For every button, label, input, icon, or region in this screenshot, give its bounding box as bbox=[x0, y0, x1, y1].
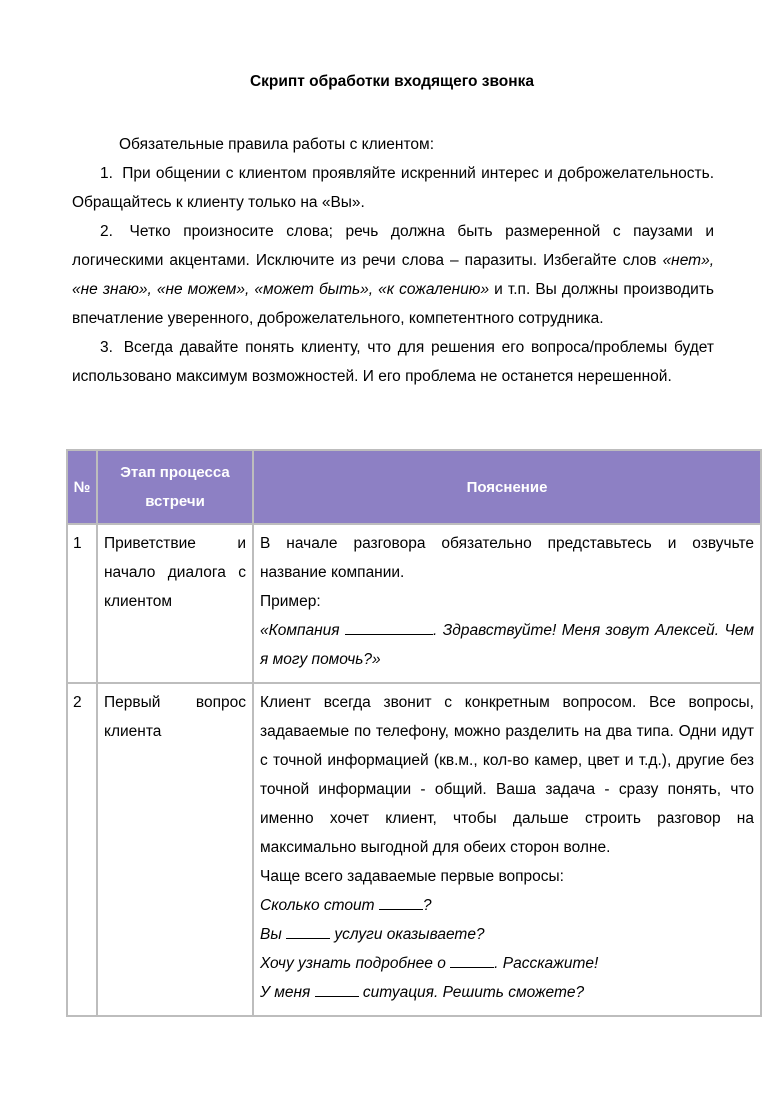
table-header-row bbox=[67, 450, 761, 524]
example-label: Пример: bbox=[260, 593, 321, 610]
question-part: Сколько стоит bbox=[260, 897, 379, 914]
document-title: Скрипт обработки входящего звонка bbox=[249, 73, 535, 90]
question-part: Вы bbox=[260, 926, 287, 943]
question-part: У меня bbox=[260, 984, 315, 1001]
header-explanation: Пояснение bbox=[253, 450, 761, 524]
explanation-text: Клиент всегда звонит с конкретным вопросом. Все вопросы, задаваемые по телефону, можно разделить на два типа. Одни идут с точной информацией (кв.м., кол-во камер, цвет и т.д.), другие без точной информации - общий. Ваша задача - сразу понять, что именно хочет клиент, чтобы дальше строить разговор на максимально выгодной для обеих сторон волне. bbox=[260, 694, 754, 856]
question-item bbox=[260, 891, 754, 920]
row-stage: Приветствие и начало диалога с клиентом bbox=[97, 524, 253, 683]
example-part: «Компания bbox=[260, 622, 346, 639]
header-number: № bbox=[67, 450, 97, 524]
rule-item bbox=[72, 333, 714, 391]
blank-line bbox=[345, 618, 433, 635]
example-part: . Здравствуйте! Меня зовут Алексей. Чем я могу помочь?» bbox=[260, 622, 754, 668]
blank-line bbox=[379, 893, 423, 910]
question-part: ситуация. Решить сможете? bbox=[358, 984, 585, 1001]
row-explanation bbox=[253, 683, 761, 1016]
question-part: ? bbox=[422, 897, 432, 914]
question-item bbox=[260, 949, 754, 978]
question-part: . Расскажите! bbox=[494, 955, 599, 972]
blank-line bbox=[450, 951, 494, 968]
script-table bbox=[66, 449, 762, 1017]
row-explanation bbox=[253, 524, 761, 683]
rule-text: Четко произносите слова; речь должна быть размеренной с паузами и логическими акцентами. Исключите из речи слова – паразиты. Избегайте слов bbox=[72, 223, 714, 269]
rule-item bbox=[72, 159, 714, 217]
question-item bbox=[260, 978, 754, 1007]
rule-text: и т.п. Вы должны производить впечатление уверенного, доброжелательного, компетентного сотрудника. bbox=[72, 281, 714, 327]
rule-text: При общении с клиентом проявляйте искренний интерес и доброжелательность. Обращайтесь к клиенту только на «Вы». bbox=[72, 165, 714, 211]
questions-label: Чаще всего задаваемые первые вопросы: bbox=[260, 868, 564, 885]
rule-number: 2. bbox=[100, 223, 113, 240]
rule-text-italic: «нет», «не знаю», «не можем», «может быть», «к сожалению» bbox=[72, 252, 714, 298]
question-part: Хочу узнать подробнее о bbox=[260, 955, 451, 972]
blank-line bbox=[286, 922, 330, 939]
blank-line bbox=[315, 980, 359, 997]
table-row bbox=[67, 524, 761, 683]
explanation-text: В начале разговора обязательно представьтесь и озвучьте название компании. bbox=[260, 535, 754, 581]
row-number: 2 bbox=[67, 683, 97, 1016]
row-number: 1 bbox=[67, 524, 97, 683]
header-stage: Этап процесса встречи bbox=[97, 450, 253, 524]
rule-number: 3. bbox=[100, 339, 113, 356]
table-row bbox=[67, 683, 761, 1016]
rule-item bbox=[72, 217, 714, 333]
row-stage: Первый вопрос клиента bbox=[97, 683, 253, 1016]
question-part: услуги оказываете? bbox=[330, 926, 485, 943]
rule-text: Всегда давайте понять клиенту, что для решения его вопроса/проблемы будет использовано максимум возможностей. И его проблема не останется нерешенной. bbox=[72, 339, 715, 385]
rules-intro: Обязательные правила работы с клиентом: bbox=[119, 136, 434, 153]
example-text bbox=[260, 616, 754, 674]
rules-section bbox=[72, 130, 714, 391]
rule-number: 1. bbox=[100, 165, 113, 182]
question-item bbox=[260, 920, 754, 949]
